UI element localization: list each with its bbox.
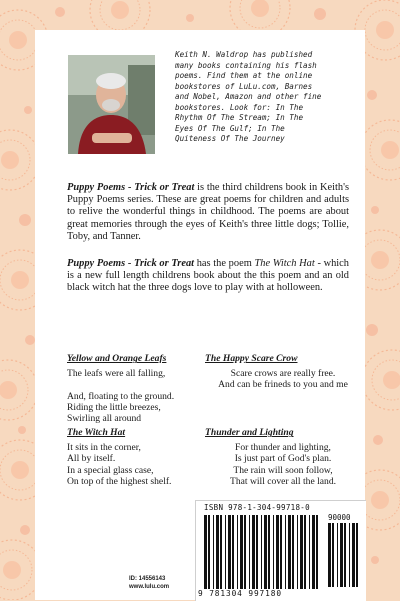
book-title-lead: Puppy Poems - Trick or Treat (67, 182, 195, 193)
poem-lines: It sits in the corner, All by itself. In a special glass case, On top of the highest shelf. (67, 441, 172, 488)
barcode-box (195, 500, 366, 601)
witch-hat-text-b: - which is a new full length childrens book about the this poem and an old black witch hat the three dogs love to play with at holloween. (67, 258, 349, 294)
poem-lines: The leafs were all falling, And, floating to the ground. Riding the little breezes, Swirling all around (67, 367, 175, 425)
poem-lines: Scare crows are really free. And can be frineds to you and me (218, 367, 348, 391)
poem-happy-scare-crow (203, 342, 363, 391)
publisher-site: www.lulu.com (129, 584, 170, 590)
isbn-text: ISBN 978-1-304-99718-0 (204, 503, 310, 512)
poem-title: The Witch Hat (67, 427, 126, 439)
author-bio: Keith N. Waldrop has published many books containing his flash poems. Find them at the online bookstores of LuLu.com, Barnes and Nobel, Amazon and other fine bookstores. Look for: In The Rhythm Of The Stream; In The Eyes Of The Gulf; In The Quiteness Of The Journey (175, 50, 322, 143)
publisher-id: ID: 14556143 (129, 576, 166, 582)
back-cover-panel (35, 30, 365, 600)
book-description (67, 182, 349, 243)
witch-hat-text-a: has the poem (194, 258, 255, 269)
book-description-text: is the third childrens book in Keith's Puppy Poems series. These are great poems for children and adults to relive the wonderful things in childhood. The poems are about great memories through the eyes of Keith's three little dogs; Tollie, Toby, and Tanner. (67, 182, 349, 242)
witch-hat-title-ref: The Witch Hat (254, 258, 315, 269)
price-barcode (328, 523, 362, 587)
poem-lines: For thunder and lighting, Is just part of God's plan. The rain will soon follow, That will cover all the land. (229, 441, 337, 488)
poem-title: Yellow and Orange Leafs (67, 353, 167, 365)
poem-yellow-orange-leafs (67, 342, 207, 425)
isbn-barcode (204, 515, 322, 589)
barcode-digits: 9 781304 997180 (198, 589, 282, 598)
publisher-info (129, 575, 169, 591)
price-code: 90000 (328, 513, 351, 522)
author-photo (68, 55, 155, 154)
poem-title: The Happy Scare Crow (205, 353, 298, 365)
poem-witch-hat (67, 416, 207, 487)
poem-title: Thunder and Lighting (205, 427, 294, 439)
witch-hat-description (67, 258, 349, 295)
poem-thunder-and-lighting (203, 416, 363, 487)
book-title-lead-2: Puppy Poems - Trick or Treat (67, 258, 195, 269)
